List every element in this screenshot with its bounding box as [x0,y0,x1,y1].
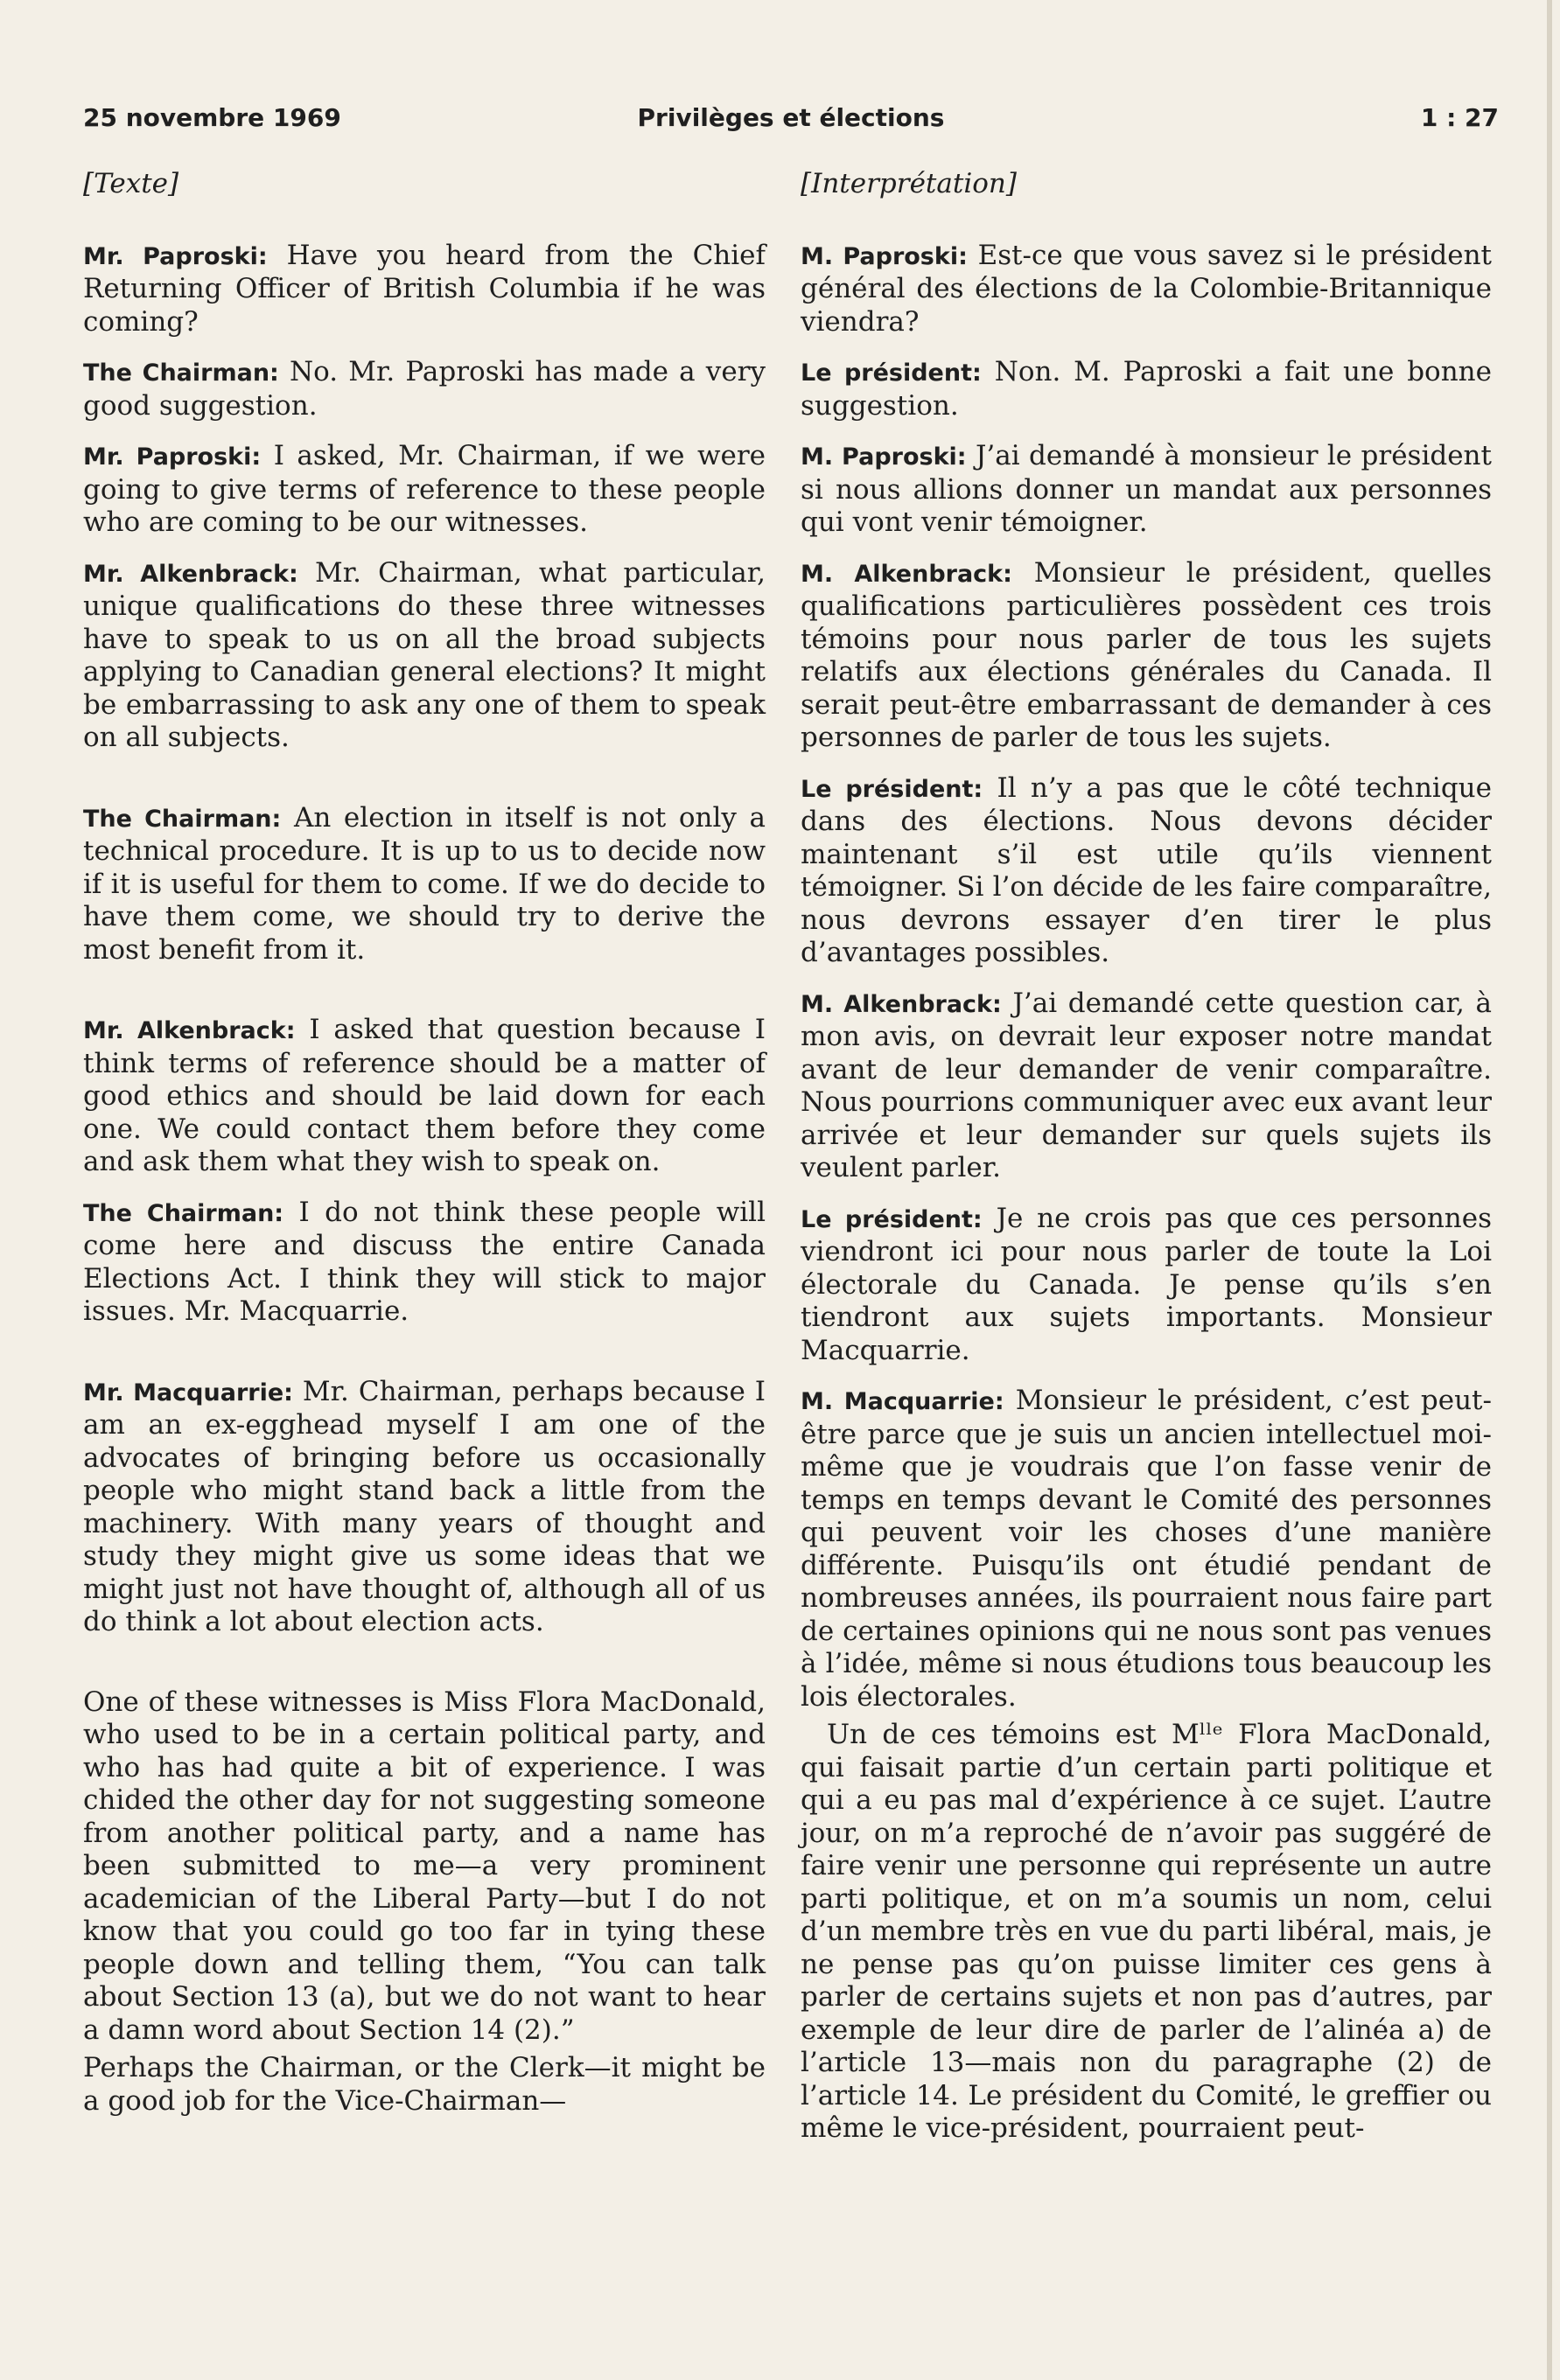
speech-paragraph [83,1376,766,1639]
speaker-name: The Chairman: [83,1199,284,1227]
speaker-name: Mr. Alkenbrack: [83,560,298,588]
speech-paragraph [801,1719,1492,2146]
speaker-name: Mr. Alkenbrack: [83,1017,296,1044]
speech-paragraph [83,1197,766,1329]
speaker-name: Mr. Paproski: [83,443,262,471]
speech-text: One of these witnesses is Miss Flora MacDonald, who used to be in a certain political party, and who has had quite a bit of experience. I was chided the other day for not suggesting someone from another political party, and a name has been submitted to me—a very prominent academician of the Liberal Party—but I do not know that you could go too far in tying these people down and telling them, “You can talk about Section 13 (a), but we do not want to hear a damn word about Section 14 (2).” [83,1686,766,2046]
speaker-name: M. Paproski: [801,443,967,471]
speech-paragraph [801,772,1492,970]
speaker-name: M. Alkenbrack: [801,560,1012,588]
speech-paragraph [83,1686,766,2048]
speech-paragraph [83,2052,766,2118]
speech-text: Monsieur le président, c’est peut-être parce que je suis un ancien intellectuel moi-même que je voudrais que l’on fasse venir de temps en temps devant le Comité des personnes qui peuvent voir les choses d’une manière différente. Puisqu’ils ont étudié pendant de nombreuses années, ils pourraient nous faire part de certaines opinions qui ne nous sont pas venues à l’idée, même si nous étudions tous beaucoup les lois électorales. [801,1385,1492,1713]
speech-text: J’ai demandé à monsieur le président si nous allions donner un mandat aux personnes qui vont venir témoigner. [801,440,1492,538]
speech-text: Mr. Chairman, perhaps because I am an ex-egghead myself I am one of the advocates of bringing before us occasionally people who might stand back a little from the machinery. With many years of thought and study they might give us some ideas that we might just not have thought of, although all of us do think a lot about election acts. [83,1375,766,1637]
french-column [801,168,1492,2151]
speech-paragraph [801,1385,1492,1713]
speech-paragraph [83,440,766,540]
header-title: Privilèges et élections [637,103,945,132]
speaker-name: M. Paproski: [801,242,968,270]
speech-text: Je ne crois pas que ces personnes viendront ici pour nous parler de toute la Loi électorale du Canada. Je pense qu’ils s’en tiendront aux sujets importants. Monsieur Macquarrie. [801,1202,1492,1366]
speaker-name: The Chairman: [83,805,282,833]
speaker-name: Le président: [801,359,982,387]
speech-text: An election in itself is not only a technical procedure. It is up to us to decide now if it is useful for them to come. If we do decide to have them come, we should try to derive the most benefit from it. [83,801,766,966]
speech-paragraph [83,356,766,422]
speaker-name: Mr. Macquarrie: [83,1378,293,1406]
section-label-interpretation: [Interprétation] [801,168,1017,199]
speech-text: Non. M. Paproski a fait une bonne suggestion. [801,356,1492,422]
speech-text: Est-ce que vous savez si le président général des élections de la Colombie-Britannique viendra? [801,239,1492,338]
header-page-number: 1 : 27 [1420,103,1499,132]
header-date: 25 novembre 1969 [83,103,341,132]
speech-text: Monsieur le président, quelles qualifications particulières possèdent ces trois témoins pour nous parler de tous les sujets relatifs aux élections générales du Canada. Il serait peut-être embarrassant de demander à ces personnes de parler de tous les sujets. [801,556,1493,753]
page-edge [1547,0,1552,2380]
speech-text: Mr. Chairman, what particular, unique qualifications do these three witnesses have to speak to us on all the broad subjects applying to Canadian general elections? It might be embarrassing to ask any one of them to speak on all subjects. [83,556,766,753]
speech-text: No. Mr. Paproski has made a very good suggestion. [83,356,766,422]
speech-text: I asked that question because I think terms of reference should be a matter of good ethics and should be laid down for each one. We could contact them before they come and ask them what they wish to speak on. [83,1014,766,1177]
speech-text: Il n’y a pas que le côté technique dans des élections. Nous devons décider maintenant s’il est utile qu’ils viennent témoigner. Si l’on décide de les faire comparaître, nous devrons essayer d’en tirer le plus d’avantages possibles. [801,771,1492,968]
speech-paragraph [801,1203,1492,1368]
speech-paragraph [83,802,766,967]
speech-paragraph [83,1014,766,1179]
english-column [83,168,766,2123]
speech-paragraph [801,440,1492,540]
speaker-name: M. Alkenbrack: [801,990,1002,1018]
speech-paragraph [83,557,766,755]
speech-text: Un de ces témoins est Mˡˡᵉ Flora MacDonald, qui faisait partie d’un certain parti politique et qui a eu pas mal d’expérience à ce sujet. L’autre jour, on m’a reproché de n’avoir pas suggéré de faire venir une personne qui représente un autre parti politique, et on m’a soumis un nom, celui d’un membre très en vue du parti libéral, mais, je ne pense pas qu’on puisse limiter ces gens à parler de certains sujets et non pas d’autres, par exemple de leur dire de parler de l’alinéa a) de l’article 13—mais non du paragraphe (2) de l’article 14. Le président du Comité, le greffier ou même le vice-président, pourraient peut- [801,1719,1492,2144]
speaker-name: Mr. Paproski: [83,242,268,270]
speech-text: Have you heard from the Chief Returning Officer of British Columbia if he was coming? [83,239,766,338]
speech-text: I asked, Mr. Chairman, if we were going to give terms of reference to these people who are coming to be our witnesses. [83,440,766,538]
speech-text: I do not think these people will come here and discuss the entire Canada Elections Act. I think they will stick to major issues. Mr. Macquarrie. [83,1196,766,1327]
section-label-texte: [Texte] [83,168,179,199]
speech-text: J’ai demandé cette question car, à mon avis, on devrait leur exposer notre mandat avant de leur demander de venir comparaître. Nous pourrions communiquer avec eux avant leur arrivée et leur demander sur quels sujets ils veulent parler. [801,987,1493,1183]
speech-paragraph [801,356,1492,422]
speech-paragraph [801,988,1492,1185]
speech-text: Perhaps the Chairman, or the Clerk—it might be a good job for the Vice-Chairman— [83,2052,766,2117]
speaker-name: The Chairman: [83,359,279,387]
running-header [83,103,1499,138]
speech-paragraph [801,240,1492,339]
speaker-name: Le président: [801,1205,983,1233]
speech-paragraph [801,557,1492,755]
speaker-name: M. Macquarrie: [801,1388,1004,1415]
speech-paragraph [83,240,766,339]
speaker-name: Le président: [801,775,983,803]
